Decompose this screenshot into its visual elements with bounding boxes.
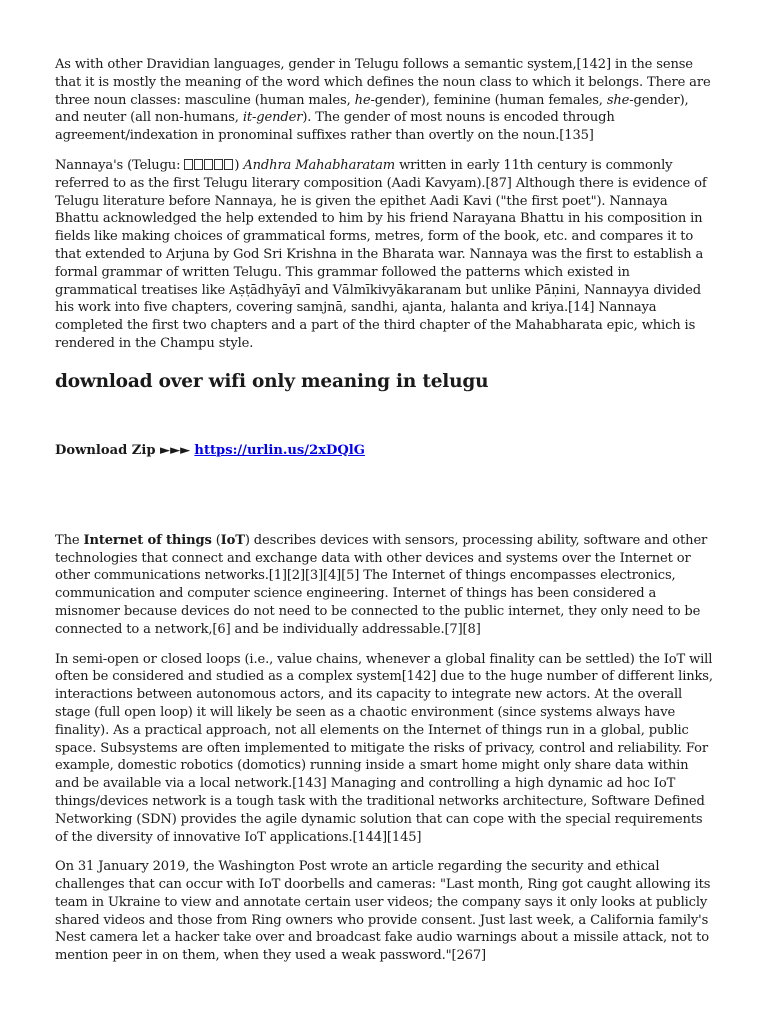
text-span: The [55, 532, 84, 548]
paragraph-nannaya [55, 157, 715, 353]
bold-span: IoT [220, 532, 245, 548]
text-span: ) [234, 157, 244, 173]
text-span: ) describes devices with sensors, processing ability, software and other technologies that connect and exchange data with other devices and systems over the Internet or other communications networks.[1][2][3][4][5] The Internet of things encompasses electronics, communication and computer science engineering. Internet of things has been considered a misnomer because devices do not need to be connected to the public internet, they only need to be connected to a network,[6] and be individually addressable.[7][8] [55, 532, 708, 637]
italic-span: he [354, 92, 371, 108]
text-span: Nannaya's (Telugu: [55, 157, 185, 173]
paragraph-washington-post: On 31 January 2019, the Washington Post wrote an article regarding the security and ethical challenges that can occur with IoT doorbells and cameras: "Last month, Ring got caught allowing its team in Ukraine to view and annotate certain user videos; the company says it only looks at publicly shared videos and those from Ring owners who provide consent. Just last week, a California family's Nest camera let a hacker take over and broadcast fake audio warnings about a missile attack, not to mention peer in on them, when they used a weak password."[267] [55, 859, 711, 964]
italic-span: she [606, 92, 630, 108]
italic-span: it-gender [242, 110, 303, 126]
paragraph-iot-loops: In semi-open or closed loops (i.e., value chains, whenever a global finality can be settled) the IoT will often be considered and studied as a complex system[142] due to the huge number of different links, interactions between autonomous actors, and its capacity to integrate new actors. At the overall stage (full open loop) it will likely be seen as a chaotic environment (since systems always have finality). As a practical approach, not all elements on the Internet of things run in a global, public space. Subsystems are often implemented to mitigate the risks of privacy, control and reliability. For example, domestic robotics (domotics) running inside a smart home might only share data within and be available via a local network.[143] Managing and controlling a high dynamic ad hoc IoT things/devices network is a tough task with the traditional networks architecture, Software Defined Networking (SDN) provides the agile dynamic solution that can cope with the special requirements of the diversity of innovative IoT applications.[144][145] [55, 651, 713, 845]
paragraph-iot-intro [55, 532, 715, 639]
article [55, 56, 715, 965]
text-span: -gender), and neuter (all non-humans, [55, 92, 689, 126]
text-span: -gender), feminine (human females, [370, 92, 607, 108]
bold-span: Internet of things [83, 532, 212, 548]
text-span: ). The gender of most nouns is encoded through agreement/indexation in pronominal suffixes rather than overtly on the noun.[135] [55, 110, 615, 144]
italic-span: Andhra Mahabharatam [243, 157, 396, 173]
missing-glyph-boxes [184, 158, 234, 173]
download-label: Download Zip ►►► [55, 442, 191, 458]
text-span: As with other Dravidian languages, gender in Telugu follows a semantic system,[142] in the sense that it is mostly the meaning of the word which defines the noun class to which it belongs. There are three noun classes: masculine (human males, [55, 57, 711, 108]
spacer [55, 460, 715, 532]
text-span: written in early 11th century is commonly referred to as the first Telugu literary composition (Aadi Kavyam).[87] Although there is evidence of Telugu literature before Nannaya, he is given the epithet Aadi Kavi ("the first poet"). Nannaya Bhattu acknowledged the help extended to him by his friend Narayana Bhattu in his composition in fields like making choices of grammatical forms, metres, form of the book, etc. and compares it to that extended to Arjuna by God Sri Krishna in the Bharata war. Nannaya was the first to establish a formal grammar of written Telugu. This grammar followed the patterns which existed in grammatical treatises like Aṣṭādhyāyī and Vālmīkivyākaranam but unlike Pāṇini, Nannayya divided his work into five chapters, covering samjnā, sandhi, ajanta, halanta and kriya.[14] Nannaya completed the first two chapters and a part of the third chapter of the Mahabharata epic, which is rendered in the Champu style. [55, 157, 707, 351]
download-line [55, 442, 715, 460]
text-span: ( [211, 532, 221, 548]
paragraph-telugu-gender [55, 56, 715, 145]
page-heading: download over wifi only meaning in telugu [55, 370, 489, 392]
download-link[interactable]: https://urlin.us/2xDQlG [194, 442, 365, 458]
